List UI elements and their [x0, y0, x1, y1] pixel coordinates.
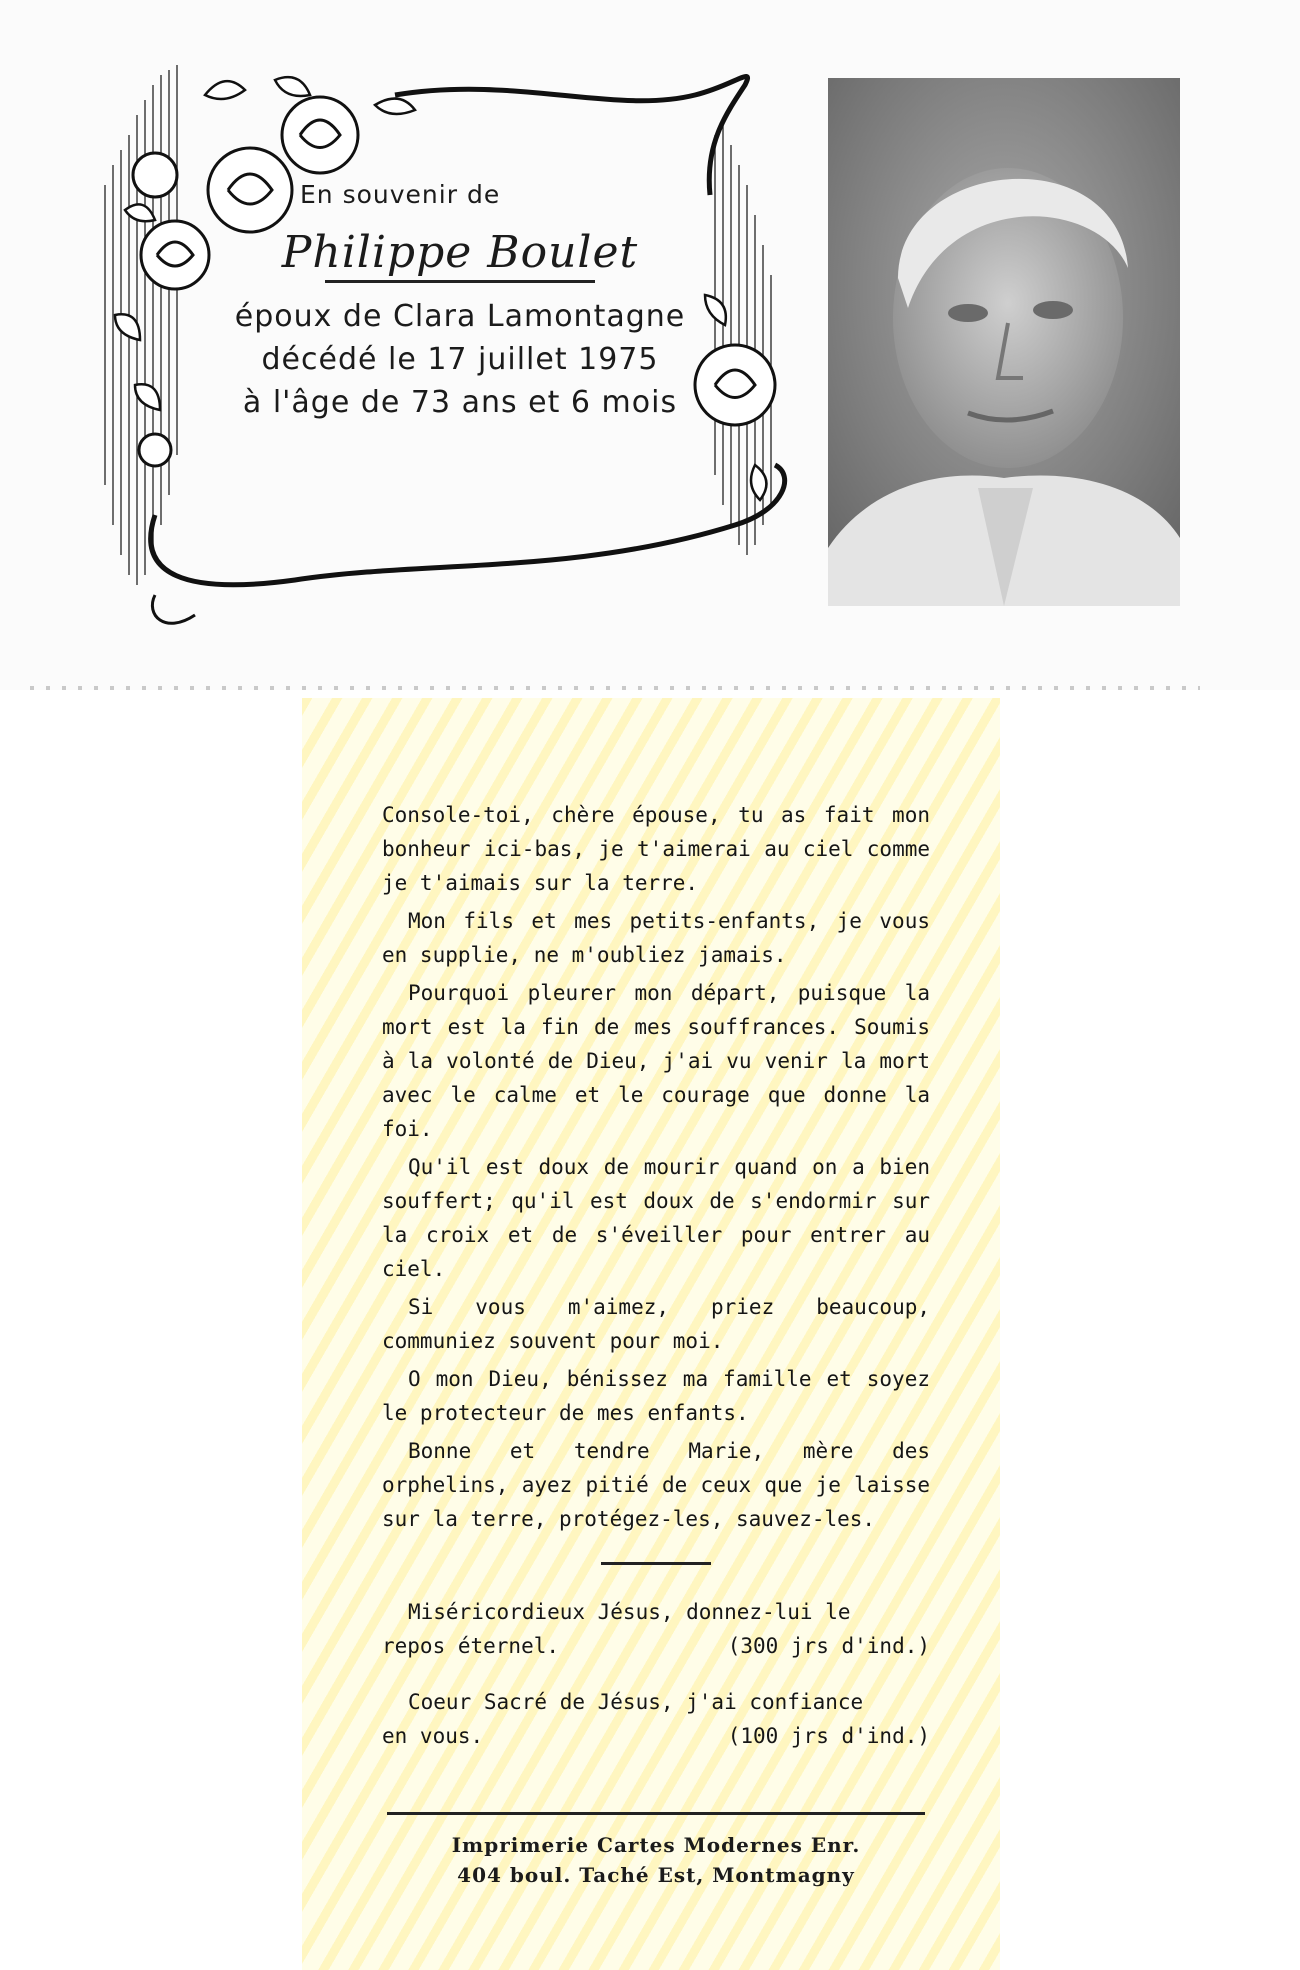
printer-name: Imprimerie Cartes Modernes Enr. [451, 1833, 861, 1857]
death-date-line: décédé le 17 juillet 1975 [261, 342, 659, 377]
top-flourish [395, 76, 748, 195]
souvenir-heading: En souvenir de [300, 180, 501, 209]
perforation-divider [30, 686, 1200, 690]
paragraph: Console-toi, chère épouse, tu as fait mon bonheur ici-bas, je t'aimerai au ciel comme je t'aimais sur la terre. [382, 803, 930, 895]
bottom-flourish [151, 465, 785, 585]
portrait-illustration [828, 78, 1180, 606]
printer-address: 404 boul. Taché Est, Montmagny [457, 1863, 855, 1887]
indulgence-note: (100 jrs d'ind.) [727, 1724, 930, 1748]
paragraph: Si vous m'aimez, priez beaucoup, communiez souvent pour moi. [382, 1295, 930, 1353]
front-text-block [180, 180, 740, 424]
indulgence-note: (300 jrs d'ind.) [727, 1634, 930, 1658]
prayer-line: en vous. [382, 1724, 484, 1748]
paragraph: Bonne et tendre Marie, mère des orphelins, ayez pitié de ceux que je laisse sur la terre, protégez-les, sauvez-les. [382, 1439, 930, 1531]
prayer-line: Coeur Sacré de Jésus, j'ai confiance [408, 1690, 864, 1714]
printer-credit [387, 1830, 925, 1890]
portrait-photo [828, 78, 1180, 606]
section-separator [601, 1562, 711, 1565]
prayer-line: repos éternel. [382, 1634, 560, 1658]
paragraph: Qu'il est doux de mourir quand on a bien souffert; qu'il est doux de s'endormir sur la croix et de s'éveiller pour entrer au ciel. [382, 1155, 930, 1281]
prayer-jesus [382, 1595, 930, 1663]
paragraph: Mon fils et mes petits-enfants, je vous en supplie, ne m'oubliez jamais. [382, 909, 930, 967]
memorial-text [382, 798, 930, 1753]
spouse-line: époux de Clara Lamontagne [234, 299, 686, 334]
name-underline [325, 280, 595, 283]
paragraph: O mon Dieu, bénissez ma famille et soyez le protecteur de mes enfants. [382, 1367, 930, 1425]
memorial-card-back [302, 698, 1000, 1970]
paragraph: Pourquoi pleurer mon départ, puisque la mort est la fin de mes souffrances. Soumis à la volonté de Dieu, j'ai vu venir la mort avec le calme et le courage que donne la foi. [382, 981, 930, 1141]
prayer-sacred-heart [382, 1685, 930, 1753]
footer-rule [387, 1812, 925, 1815]
deceased-name: Philippe Boulet [281, 227, 639, 278]
memorial-card-front [0, 0, 1300, 690]
prayer-line: Miséricordieux Jésus, donnez-lui le [408, 1600, 851, 1624]
age-line: à l'âge de 73 ans et 6 mois [242, 385, 678, 420]
